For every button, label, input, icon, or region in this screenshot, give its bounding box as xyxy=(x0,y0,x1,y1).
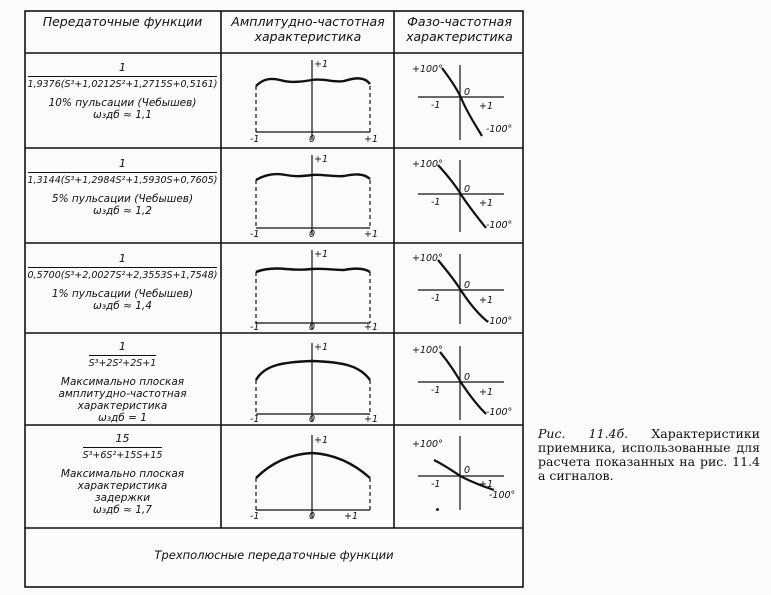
row-3-numerator: 1 xyxy=(119,252,126,265)
row-4-numerator: 1 xyxy=(119,340,126,353)
header-transfer-functions: Передаточные функции xyxy=(42,14,203,29)
phase-4-label-zero: 0 xyxy=(464,372,471,383)
row-5-function xyxy=(24,433,221,516)
row-4-function xyxy=(24,341,221,424)
amp-1-curve xyxy=(256,78,370,86)
phase-3-label-plus1: +1 xyxy=(479,295,494,306)
phase-5-label-minus100: -100° xyxy=(489,490,516,501)
amp-3-label-zero: 0 xyxy=(309,322,316,333)
amp-1-label-plus1-x: +1 xyxy=(364,134,379,145)
amp-3-curve xyxy=(256,268,370,272)
amp-1-label-zero: 0 xyxy=(309,134,316,145)
amp-5-label-minus1: -1 xyxy=(250,511,260,522)
phase-4-label-minus100: -100° xyxy=(486,407,513,418)
amp-4-label-plus1-x: +1 xyxy=(364,414,379,425)
phase-1-label-minus1: -1 xyxy=(431,100,441,111)
figure-caption xyxy=(538,427,760,483)
amp-5-label-plus1-x: +1 xyxy=(344,511,359,522)
phase-2-label-zero: 0 xyxy=(464,184,471,195)
amp-2-label-minus1: -1 xyxy=(250,229,260,240)
phase-4-curve xyxy=(440,352,486,414)
phase-4-label-minus1: -1 xyxy=(431,385,441,396)
table-footer: Трехполюсные передаточные функции xyxy=(154,548,394,562)
row-5-omega: ω₃дб ≈ 1,7 xyxy=(93,504,152,516)
amp-1-label-plus1: +1 xyxy=(314,59,329,70)
phase-5-label-plus100: +100° xyxy=(412,439,443,450)
row-3-denominator: 0,5700(S³+2,0027S²+2,3553S+1,7548) xyxy=(28,267,218,282)
row-3-description: 1% пульсации (Чебышев) xyxy=(51,288,194,300)
row-1-omega: ω₃дб ≈ 1,1 xyxy=(93,109,152,121)
phase-1-label-plus100: +100° xyxy=(412,64,443,75)
row-2-description: 5% пульсации (Чебышев) xyxy=(51,193,194,205)
row-5-numerator: 15 xyxy=(115,432,130,445)
phase-plots xyxy=(396,10,524,528)
row-2-omega: ω₃дб ≈ 1,2 xyxy=(93,205,152,217)
amp-2-label-plus1-x: +1 xyxy=(364,229,379,240)
amp-3-label-plus1: +1 xyxy=(314,249,329,260)
amp-2-curve xyxy=(256,174,370,180)
amplitude-plots xyxy=(224,10,394,528)
amp-2-label-zero: 0 xyxy=(309,229,316,240)
amp-3-label-plus1-x: +1 xyxy=(364,322,379,333)
amp-4-label-plus1: +1 xyxy=(314,342,329,353)
phase-2-label-minus1: -1 xyxy=(431,197,441,208)
phase-1-curve xyxy=(442,68,482,136)
phase-1-label-minus100: -100° xyxy=(486,124,513,135)
caption-text: Характеристики приемника, использованные для расчета показанных на рис. 11.4 а сигналов. xyxy=(538,426,760,483)
phase-5-label-plus1: +1 xyxy=(479,479,494,490)
phase-2-label-plus100: +100° xyxy=(412,159,443,170)
row-5-denominator: S³+6S²+15S+15 xyxy=(83,447,163,462)
amp-1-label-minus1: -1 xyxy=(250,134,260,145)
row-2-numerator: 1 xyxy=(119,157,126,170)
phase-5-label-minus1: -1 xyxy=(431,479,441,490)
transfer-function-table xyxy=(24,10,524,588)
phase-2-label-minus100: -100° xyxy=(486,220,513,231)
phase-5-label-zero: 0 xyxy=(464,465,471,476)
row-4-description: Максимально плоская амплитудно-частотная характеристика xyxy=(58,376,187,412)
amp-5-label-zero: 0 xyxy=(309,511,316,522)
phase-2-curve xyxy=(438,165,486,228)
phase-1-label-zero: 0 xyxy=(464,87,471,98)
phase-4-label-plus1: +1 xyxy=(479,387,494,398)
phase-3-label-zero: 0 xyxy=(464,280,471,291)
amp-3-label-minus1: -1 xyxy=(250,322,260,333)
phase-2-label-plus1: +1 xyxy=(479,198,494,209)
amp-4-curve xyxy=(256,361,370,380)
row-1-numerator: 1 xyxy=(119,61,126,74)
amp-4-label-zero: 0 xyxy=(309,414,316,425)
row-1-denominator: 1,9376(S³+1,0212S²+1,2715S+0,5161) xyxy=(28,76,218,91)
phase-3-label-plus100: +100° xyxy=(412,253,443,264)
header-phase: Фазо-частотная характеристика xyxy=(406,14,513,44)
amp-4-label-minus1: -1 xyxy=(250,414,260,425)
phase-3-label-minus100: -100° xyxy=(486,316,513,327)
row-2-denominator: 1,3144(S³+1,2984S²+1,5930S+0,7605) xyxy=(28,172,218,187)
row-4-omega: ω₃дб = 1 xyxy=(98,412,147,424)
row-1-description: 10% пульсации (Чебышев) xyxy=(48,97,197,109)
phase-3-label-minus1: -1 xyxy=(431,293,441,304)
phase-3-curve xyxy=(438,260,488,322)
row-4-denominator: S³+2S²+2S+1 xyxy=(89,355,157,370)
row-5-description: Максимально плоская характеристика задержки xyxy=(60,468,185,504)
print-speck xyxy=(436,508,439,511)
phase-1-label-plus1: +1 xyxy=(479,101,494,112)
row-3-function xyxy=(24,253,221,312)
header-amplitude: Амплитудно-частотная характеристика xyxy=(231,14,385,44)
row-2-function xyxy=(24,158,221,217)
row-1-function xyxy=(24,62,221,121)
amp-5-curve xyxy=(256,453,370,478)
amp-5-label-plus1: +1 xyxy=(314,435,329,446)
row-3-omega: ω₃дб ≈ 1,4 xyxy=(93,300,152,312)
caption-figure-label: Рис. 11.4б. xyxy=(538,426,629,441)
phase-4-label-plus100: +100° xyxy=(412,345,443,356)
amp-2-label-plus1: +1 xyxy=(314,154,329,165)
